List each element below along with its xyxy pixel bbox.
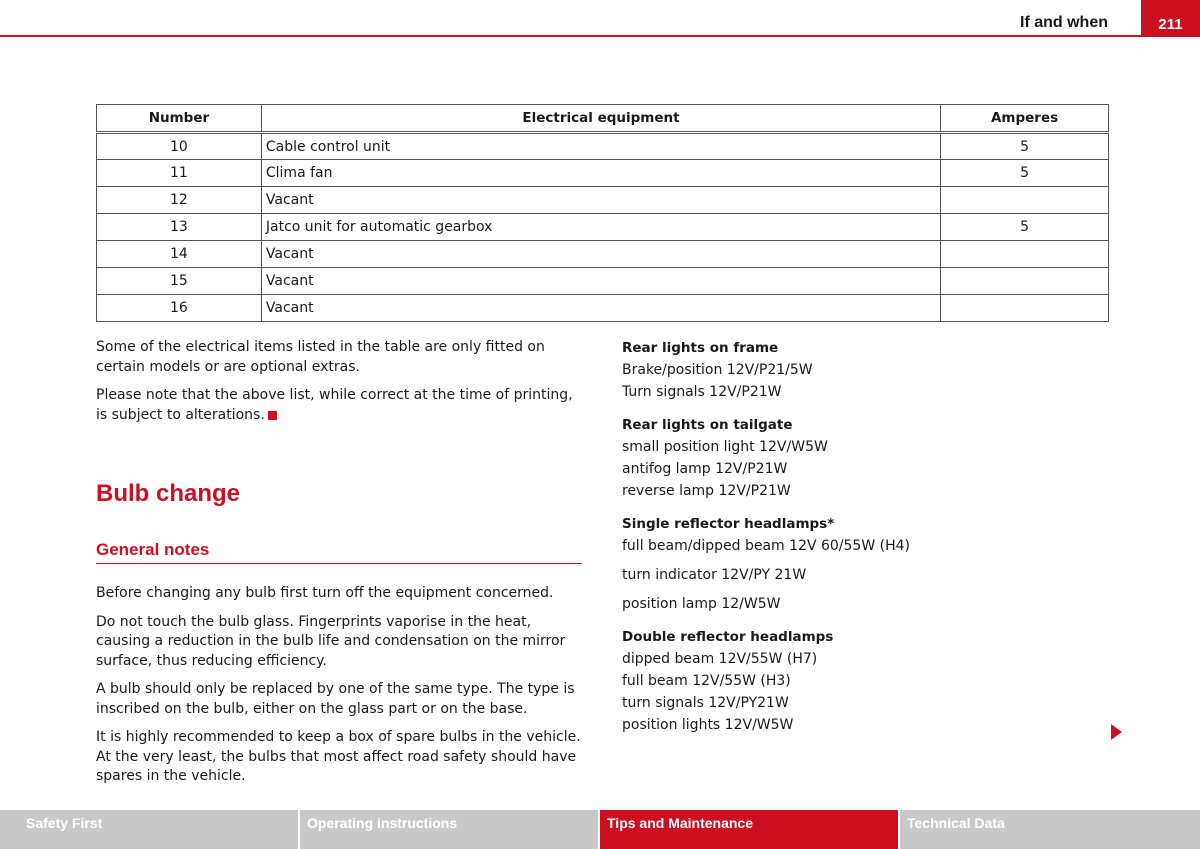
list-item: Brake/position 12V/P21/5W xyxy=(622,362,813,378)
tab-operating-instructions[interactable]: Operating instructions xyxy=(300,810,600,849)
fuse-equipment: Cable control unit xyxy=(261,133,940,160)
fuse-amperes xyxy=(941,187,1109,214)
tab-safety-first[interactable]: Safety First xyxy=(0,810,300,849)
column-header-number: Number xyxy=(97,105,262,133)
fuse-number: 14 xyxy=(97,241,262,268)
fuse-equipment: Jatco unit for automatic gearbox xyxy=(261,214,940,241)
fuse-number: 11 xyxy=(97,160,262,187)
fuse-equipment: Vacant xyxy=(261,295,940,322)
note-alterations-text: Please note that the above list, while correct at the time of printing, is subject to alterations. xyxy=(96,387,573,423)
table-notes xyxy=(96,338,582,425)
rear-lights-tailgate-title: Rear lights on tailgate xyxy=(622,417,793,433)
page-number: 211 xyxy=(1141,0,1200,37)
fuse-amperes: 5 xyxy=(941,160,1109,187)
bulb-specs xyxy=(622,337,1102,736)
paragraph-turn-off: Before changing any bulb first turn off the equipment concerned. xyxy=(96,585,554,601)
column-header-amperes: Amperes xyxy=(941,105,1109,133)
fuse-number: 15 xyxy=(97,268,262,295)
list-item: turn signals 12V/PY21W xyxy=(622,695,789,711)
fuse-amperes xyxy=(941,268,1109,295)
table-row xyxy=(97,187,1109,214)
table-row xyxy=(97,268,1109,295)
fuse-number: 13 xyxy=(97,214,262,241)
list-item: full beam/dipped beam 12V 60/55W (H4) xyxy=(622,538,910,554)
table-row xyxy=(97,160,1109,187)
tab-tips-and-maintenance[interactable]: Tips and Maintenance xyxy=(600,810,900,849)
header-rule xyxy=(0,35,1200,37)
list-item: position lamp 12/W5W xyxy=(622,596,781,612)
note-alterations xyxy=(96,386,582,425)
list-item: dipped beam 12V/55W (H7) xyxy=(622,651,818,667)
footer-nav xyxy=(0,810,1200,849)
section-title: If and when xyxy=(1020,14,1108,31)
table-row xyxy=(97,133,1109,160)
fuse-equipment: Clima fan xyxy=(261,160,940,187)
fuse-amperes xyxy=(941,241,1109,268)
paragraph-spare-bulbs: It is highly recommended to keep a box of spare bulbs in the vehicle. At the very least, the bulbs that most affect road safety should have spares in the vehicle. xyxy=(96,729,581,784)
end-of-section-icon xyxy=(268,411,277,420)
table-row xyxy=(97,241,1109,268)
fuse-number: 16 xyxy=(97,295,262,322)
rear-lights-frame-title: Rear lights on frame xyxy=(622,340,779,356)
double-reflector-title: Double reflector headlamps xyxy=(622,629,834,645)
list-item: reverse lamp 12V/P21W xyxy=(622,483,791,499)
paragraph-bulb-glass: Do not touch the bulb glass. Fingerprints vaporise in the heat, causing a reduction in the bulb life and condensation on the mirror surface, thus reducing efficiency. xyxy=(96,613,566,669)
single-reflector-title: Single reflector headlamps* xyxy=(622,516,835,532)
table-row xyxy=(97,214,1109,241)
fuse-equipment: Vacant xyxy=(261,241,940,268)
fuse-amperes xyxy=(941,295,1109,322)
paragraph-same-type: A bulb should only be replaced by one of the same type. The type is inscribed on the bulb, either on the glass part or on the base. xyxy=(96,681,575,717)
table-row xyxy=(97,295,1109,322)
fuse-equipment: Vacant xyxy=(261,268,940,295)
fuse-table xyxy=(96,104,1109,322)
list-item: full beam 12V/55W (H3) xyxy=(622,673,791,689)
list-item: turn indicator 12V/PY 21W xyxy=(622,567,807,583)
list-item: small position light 12V/W5W xyxy=(622,439,828,455)
fuse-amperes: 5 xyxy=(941,214,1109,241)
next-page-arrow-icon[interactable] xyxy=(1111,724,1122,740)
tab-technical-data[interactable]: Technical Data xyxy=(900,810,1200,849)
general-notes-body xyxy=(96,584,582,787)
note-optional-items: Some of the electrical items listed in the table are only fitted on certain models or are optional extras. xyxy=(96,339,545,375)
fuse-amperes: 5 xyxy=(941,133,1109,160)
fuse-number: 12 xyxy=(97,187,262,214)
fuse-equipment: Vacant xyxy=(261,187,940,214)
list-item: position lights 12V/W5W xyxy=(622,717,794,733)
subheading-general-notes: General notes xyxy=(96,540,582,564)
list-item: antifog lamp 12V/P21W xyxy=(622,461,788,477)
table-header-row xyxy=(97,105,1109,133)
fuse-number: 10 xyxy=(97,133,262,160)
section-heading-bulb-change: Bulb change xyxy=(96,480,241,507)
column-header-equipment: Electrical equipment xyxy=(261,105,940,133)
list-item: Turn signals 12V/P21W xyxy=(622,384,782,400)
